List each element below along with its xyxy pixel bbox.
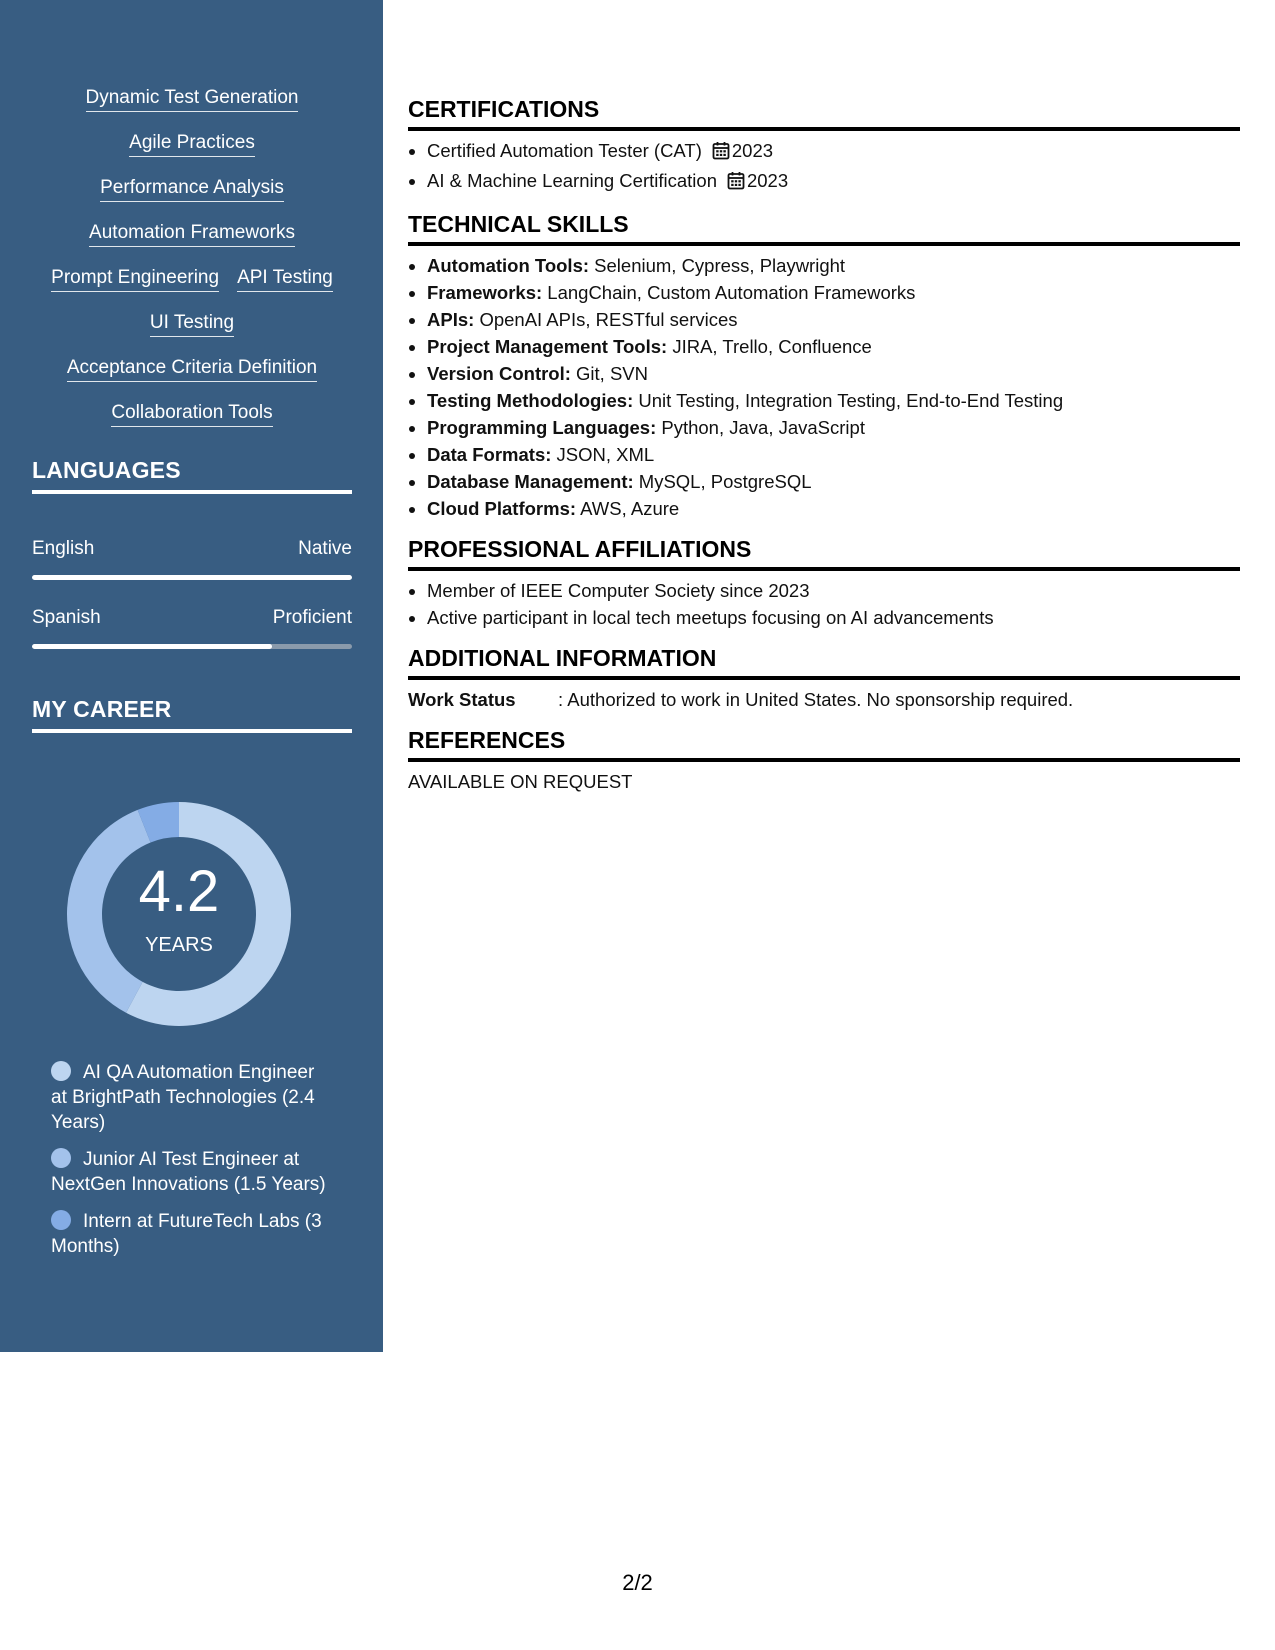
references-heading: REFERENCES [408,727,1240,762]
technical-skill-item [427,441,1240,468]
skill-tag: Dynamic Test Generation [86,86,299,112]
skills-list [32,86,352,446]
sidebar [0,0,383,1352]
work-status-label: Work Status [408,689,516,710]
affiliation-item: • Member of IEEE Computer Society since 2023 [427,577,1240,604]
language-item [32,537,352,580]
references-text: AVAILABLE ON REQUEST [408,771,633,792]
language-row [32,606,352,630]
skill-category-label: Version Control: [427,363,571,384]
technical-skill-item [427,495,1240,522]
page-number: 2/2 [622,1570,653,1595]
career-label: AI QA Automation Engineer at BrightPath Technologies (2.4 Years) [51,1062,315,1133]
languages-heading: LANGUAGES [32,457,352,494]
skill-tag: Collaboration Tools [111,401,272,427]
skill-category-value: Unit Testing, Integration Testing, End-to-End Testing [638,390,1064,411]
language-proficiency-fill [32,644,272,649]
technical-skill-item [427,252,1240,279]
affiliations-section [408,536,1240,631]
certification-name: AI & Machine Learning Certification [427,170,717,191]
calendar-icon [712,140,730,167]
career-label: Intern at FutureTech Labs (3 Months) [51,1211,322,1257]
skill-category-label: Project Management Tools: [427,336,668,357]
skill-row [32,86,352,131]
language-row [32,537,352,561]
technical-skills-section [408,211,1240,522]
skill-row [32,176,352,221]
career-heading: MY CAREER [32,696,352,733]
career-list [51,1060,331,1271]
certifications-heading: CERTIFICATIONS [408,96,1240,131]
skill-category-label: Database Management: [427,471,634,492]
skill-category-value: JSON, XML [556,444,655,465]
skill-tag: API Testing [237,266,333,292]
work-status-value: : Authorized to work in United States. No sponsorship required. [558,689,1074,710]
certifications-section [408,96,1240,197]
career-item [51,1060,331,1135]
skill-category-label: Frameworks: [427,282,543,303]
legend-dot-icon [51,1210,71,1230]
skill-tag: Agile Practices [129,131,255,157]
skill-row [32,311,352,356]
certifications-list [408,137,1240,197]
technical-skills-heading: TECHNICAL SKILLS [408,211,1240,246]
calendar-icon [727,170,745,197]
skill-row [32,401,352,446]
language-proficiency-bar [32,575,352,580]
skill-category-value: Selenium, Cypress, Playwright [594,255,846,276]
technical-skill-item [427,360,1240,387]
skill-category-value: AWS, Azure [580,498,680,519]
skill-category-label: Automation Tools: [427,255,590,276]
certification-item [427,167,1240,197]
additional-info-heading: ADDITIONAL INFORMATION [408,645,1240,680]
career-donut-chart [66,801,292,1027]
skill-category-label: APIs: [427,309,475,330]
main-content [408,96,1240,809]
skill-row [32,131,352,176]
skill-tag: Prompt Engineering [51,266,219,292]
skill-category-label: Data Formats: [427,444,552,465]
technical-skill-item [427,414,1240,441]
skill-tag: UI Testing [150,311,234,337]
language-item [32,606,352,649]
affiliations-heading: PROFESSIONAL AFFILIATIONS [408,536,1240,571]
additional-info-section [408,645,1240,713]
skill-tag: Acceptance Criteria Definition [67,356,317,382]
technical-skill-item [427,306,1240,333]
language-proficiency-bar [32,644,352,649]
skill-row [32,356,352,401]
career-item [51,1147,331,1197]
skill-category-value: Git, SVN [576,363,649,384]
language-name: English [32,538,95,559]
certification-year: 2023 [746,170,789,191]
technical-skill-item [427,468,1240,495]
skill-category-value: Python, Java, JavaScript [661,417,865,438]
language-level: Native [298,538,352,559]
affiliations-list [408,577,1240,631]
technical-skill-item [427,387,1240,414]
affiliation-item: • Active participant in local tech meetups focusing on AI advancements [427,604,1240,631]
skill-row [32,266,352,311]
career-item [51,1209,331,1259]
legend-dot-icon [51,1148,71,1168]
references-section [408,727,1240,795]
language-name: Spanish [32,607,101,628]
skill-category-label: Programming Languages: [427,417,657,438]
skill-row [32,221,352,266]
skill-tag: Performance Analysis [100,176,284,202]
career-label: Junior AI Test Engineer at NextGen Innovations (1.5 Years) [51,1149,326,1195]
work-status-row [408,686,1240,713]
skill-category-label: Testing Methodologies: [427,390,634,411]
skill-category-label: Cloud Platforms: [427,498,577,519]
skill-category-value: JIRA, Trello, Confluence [672,336,872,357]
legend-dot-icon [51,1061,71,1081]
skill-category-value: OpenAI APIs, RESTful services [479,309,738,330]
language-level: Proficient [272,607,352,628]
skill-category-value: LangChain, Custom Automation Frameworks [547,282,916,303]
language-proficiency-fill [32,575,352,580]
technical-skill-item [427,333,1240,360]
career-unit: YEARS [145,934,213,956]
certification-year: 2023 [731,140,774,161]
career-total-years: 4.2 [138,859,220,924]
certification-item [427,137,1240,167]
skill-tag: Automation Frameworks [89,221,295,247]
technical-skills-list [408,252,1240,522]
technical-skill-item [427,279,1240,306]
certification-name: Certified Automation Tester (CAT) [427,140,702,161]
skill-category-value: MySQL, PostgreSQL [638,471,812,492]
